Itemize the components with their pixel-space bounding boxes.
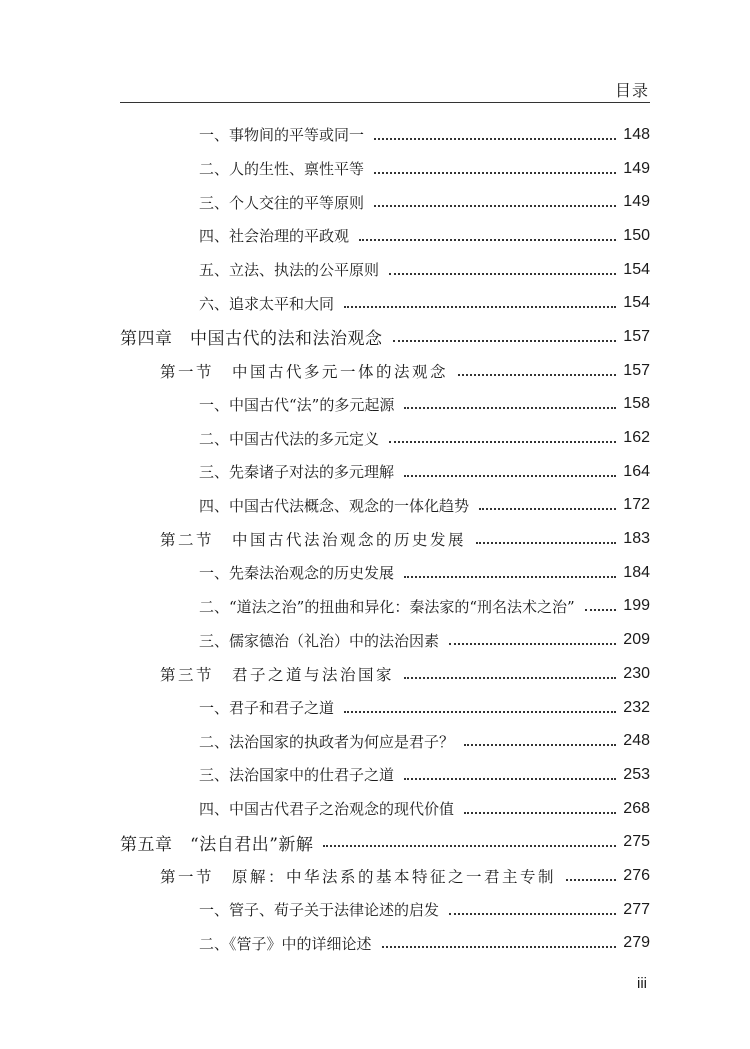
toc-entry-item[interactable] xyxy=(0,758,750,792)
toc-entry-item[interactable] xyxy=(0,152,750,186)
toc-entry-page-number: 199 xyxy=(623,597,650,615)
toc-entry-title: 四、社会治理的平政观 xyxy=(199,227,350,246)
toc-entry-page-number: 184 xyxy=(623,563,650,581)
toc-entry-title: 二、法治国家的执政者为何应是君子？ xyxy=(199,732,455,751)
dot-leader xyxy=(374,138,616,140)
toc-entry-item[interactable] xyxy=(0,556,750,590)
toc-entry-page-number: 149 xyxy=(623,159,650,177)
toc-entry-title: 第二节 中国古代法治观念的历史发展 xyxy=(160,531,467,550)
toc-entry-page-number: 157 xyxy=(623,327,650,345)
toc-entry-title: 四、中国古代法概念、观念的一体化趋势 xyxy=(199,496,470,515)
toc-entry-item[interactable] xyxy=(0,219,750,253)
dot-leader xyxy=(458,374,616,376)
dot-leader xyxy=(344,711,616,713)
toc-entry-page-number: 279 xyxy=(623,934,650,952)
toc-entry-page-number: 275 xyxy=(623,833,650,851)
toc-entry-title: 五、立法、执法的公平原则 xyxy=(199,261,380,280)
toc-entry-item[interactable] xyxy=(0,724,750,758)
toc-entry-item[interactable] xyxy=(0,286,750,320)
toc-entry-item[interactable] xyxy=(0,893,750,927)
toc-entry-page-number: 183 xyxy=(623,530,650,548)
toc-entry-section[interactable] xyxy=(0,354,750,388)
dot-leader xyxy=(344,306,616,308)
dot-leader xyxy=(566,879,616,881)
toc-entry-item[interactable] xyxy=(0,421,750,455)
toc-entry-item[interactable] xyxy=(0,927,750,961)
toc-entry-page-number: 148 xyxy=(623,125,650,143)
toc-entry-title: 一、管子、荀子关于法律论述的启发 xyxy=(199,901,440,920)
dot-leader xyxy=(404,576,616,578)
dot-leader xyxy=(404,407,616,409)
dot-leader xyxy=(464,812,616,814)
toc-entry-title: 三、法治国家中的仕君子之道 xyxy=(199,766,395,785)
dot-leader xyxy=(374,205,616,207)
toc-entry-title: 三、先秦诸子对法的多元理解 xyxy=(199,463,395,482)
toc-entry-page-number: 154 xyxy=(623,260,650,278)
toc-entry-page-number: 164 xyxy=(623,462,650,480)
dot-leader xyxy=(449,913,616,915)
toc-entry-title: 三、个人交往的平等原则 xyxy=(199,193,365,212)
toc-entry-item[interactable] xyxy=(0,792,750,826)
toc-entry-item[interactable] xyxy=(0,185,750,219)
toc-entry-page-number: 157 xyxy=(623,361,650,379)
dot-leader xyxy=(476,542,616,544)
dot-leader xyxy=(382,946,616,948)
toc-entry-title: 一、中国古代“法”的多元起源 xyxy=(199,395,395,414)
toc-entry-item[interactable] xyxy=(0,253,750,287)
dot-leader xyxy=(585,609,616,611)
dot-leader xyxy=(359,239,616,241)
toc-entry-chapter[interactable] xyxy=(0,320,750,354)
toc-entry-title: 第一节 原解：中华法系的基本特征之一君主专制 xyxy=(160,867,557,886)
toc-entry-title: 三、儒家德治（礼治）中的法治因素 xyxy=(199,631,440,650)
toc-entry-title: 第一节 中国古代多元一体的法观念 xyxy=(160,362,449,381)
toc-entry-title: 二、中国古代法的多元定义 xyxy=(199,429,380,448)
toc-entry-page-number: 277 xyxy=(623,900,650,918)
toc-entry-item[interactable] xyxy=(0,590,750,624)
toc-entry-item[interactable] xyxy=(0,455,750,489)
toc-entry-page-number: 253 xyxy=(623,765,650,783)
dot-leader xyxy=(404,677,616,679)
toc-entry-section[interactable] xyxy=(0,657,750,691)
dot-leader xyxy=(374,172,616,174)
toc-entry-page-number: 158 xyxy=(623,395,650,413)
toc-entry-title: 第三节 君子之道与法治国家 xyxy=(160,665,395,684)
toc-entry-title: 一、先秦法治观念的历史发展 xyxy=(199,564,395,583)
dot-leader xyxy=(323,845,616,847)
toc-entry-title: 第四章 中国古代的法和法治观念 xyxy=(120,329,383,350)
dot-leader xyxy=(389,441,616,443)
dot-leader xyxy=(393,340,617,342)
toc-entry-item[interactable] xyxy=(0,623,750,657)
toc-entry-item[interactable] xyxy=(0,691,750,725)
toc-entry-title: 一、君子和君子之道 xyxy=(199,699,335,718)
toc-entry-item[interactable] xyxy=(0,388,750,422)
toc-entry-chapter[interactable] xyxy=(0,825,750,859)
running-header-title: 目录 xyxy=(614,81,649,100)
dot-leader xyxy=(449,643,616,645)
toc-entry-title: 六、追求太平和大同 xyxy=(199,294,335,313)
toc-entry-page-number: 150 xyxy=(623,226,650,244)
toc-entry-page-number: 276 xyxy=(623,866,650,884)
toc-entry-item[interactable] xyxy=(0,118,750,152)
toc-entry-page-number: 162 xyxy=(623,429,650,447)
toc-entry-title: 二、《管子》中的详细论述 xyxy=(199,934,372,953)
toc-entry-page-number: 149 xyxy=(623,193,650,211)
toc-entry-title: 四、中国古代君子之治观念的现代价值 xyxy=(199,800,455,819)
toc-entry-item[interactable] xyxy=(0,489,750,523)
toc-entry-page-number: 268 xyxy=(623,799,650,817)
dot-leader xyxy=(389,273,616,275)
dot-leader xyxy=(404,475,616,477)
page-folio: iii xyxy=(637,975,647,992)
dot-leader xyxy=(404,778,616,780)
toc-entry-page-number: 172 xyxy=(623,496,650,514)
toc-entry-title: 二、人的生性、禀性平等 xyxy=(199,160,365,179)
toc-entry-page-number: 209 xyxy=(623,631,650,649)
toc-entry-title: 二、“道法之治”的扭曲和异化：秦法家的“刑名法术之治” xyxy=(199,597,575,616)
toc-entry-title: 一、事物间的平等或同一 xyxy=(199,126,365,145)
toc-entry-page-number: 154 xyxy=(623,294,650,312)
dot-leader xyxy=(479,508,616,510)
table-of-contents xyxy=(0,118,750,960)
toc-entry-title: 第五章 “法自君出”新解 xyxy=(120,834,314,855)
toc-entry-page-number: 230 xyxy=(623,664,650,682)
toc-entry-page-number: 232 xyxy=(623,698,650,716)
toc-entry-section[interactable] xyxy=(0,859,750,893)
header-divider xyxy=(120,102,650,103)
dot-leader xyxy=(464,744,616,746)
toc-entry-page-number: 248 xyxy=(623,732,650,750)
toc-entry-section[interactable] xyxy=(0,522,750,556)
